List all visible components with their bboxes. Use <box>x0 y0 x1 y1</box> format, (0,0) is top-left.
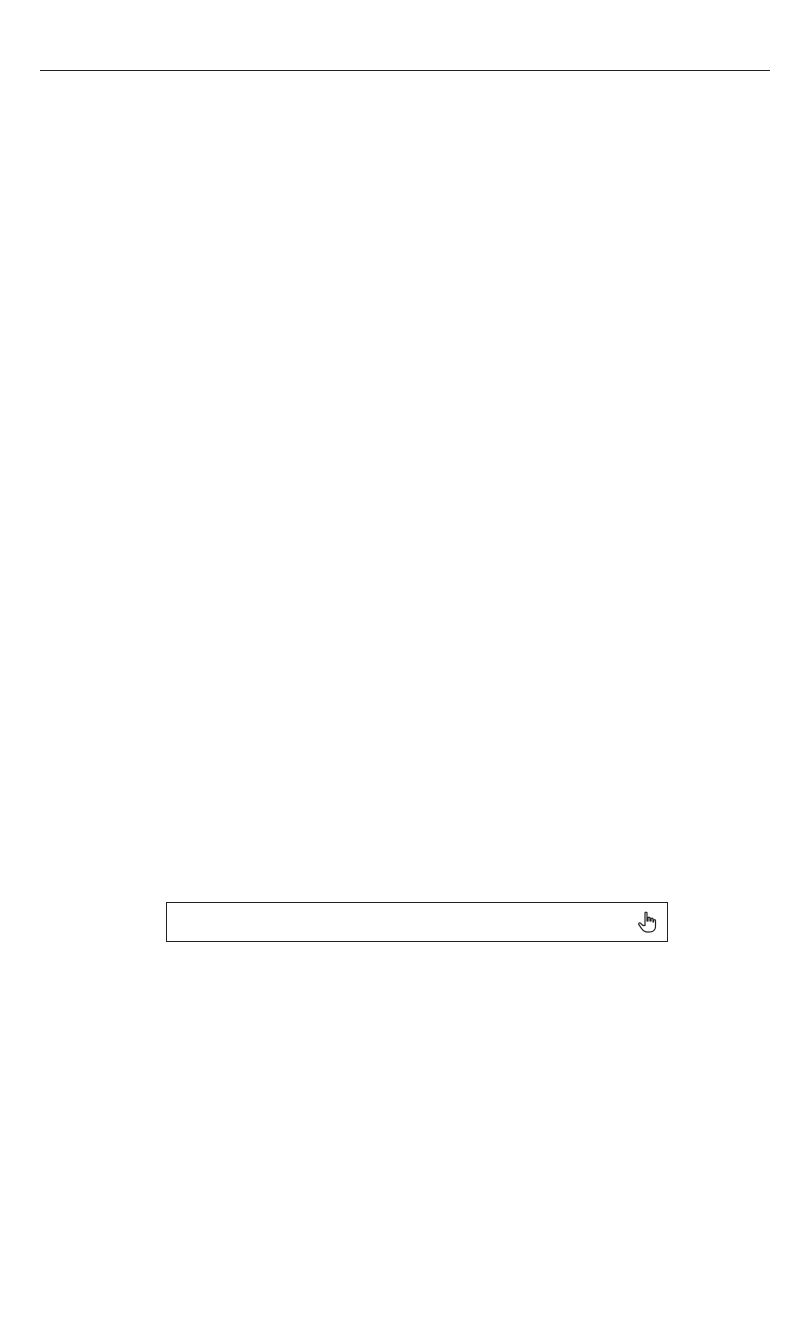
page-header <box>40 18 770 71</box>
pointing-hand-icon <box>637 911 657 933</box>
prayer-line <box>40 74 770 107</box>
instruction-box <box>166 902 668 942</box>
vatah-kadosh-prayer <box>40 74 770 107</box>
